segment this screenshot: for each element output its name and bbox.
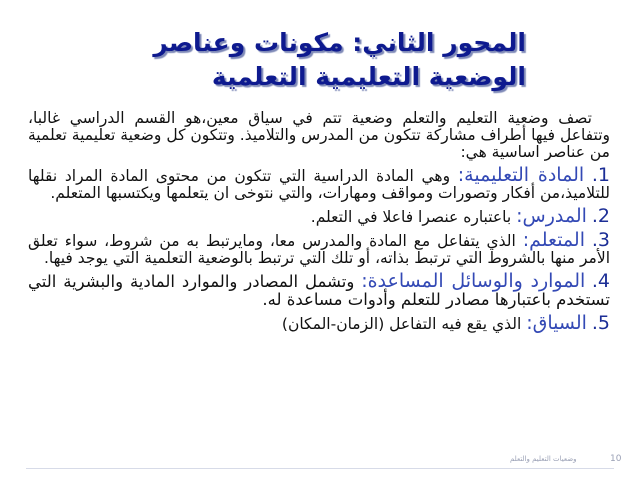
list-item-3 <box>28 229 610 267</box>
list-item-5 <box>28 312 610 334</box>
page-number: 10 <box>610 454 622 464</box>
item-text: الذي يتفاعل مع المادة والمدرس معا، ومايرتبط به من شروط، سواء تعلق الأمر منها بالشروط التي ترتبط بذاته، أو تلك التي ترتبط بالوضعية التعلمية التي يوجد فيها. <box>28 232 610 267</box>
list-item-2 <box>28 205 610 227</box>
item-text: وهي المادة الدراسية التي تتكون من محتوى المادة المراد نقلها للتلاميذ،من أفكار وتصورات ومواقف ومهارات، والتي نتوخى ان يتعلمها ويكتسبها المتعلم. <box>28 167 610 202</box>
footer-label: وضعيات التعليم والتعلم <box>510 455 577 463</box>
item-term: الموارد والوسائل المساعدة: <box>361 270 586 292</box>
item-term: المتعلم: <box>522 229 585 251</box>
list-item-4 <box>28 270 610 309</box>
item-text: باعتباره عنصرا فاعلا في التعلم. <box>310 208 517 226</box>
item-number: 1. <box>591 164 610 186</box>
item-number: 3. <box>591 229 610 251</box>
intro-paragraph: تصف وضعية التعليم والتعلم وضعية تتم في سياق معين،هو القسم الدراسي غالبا، وتتفاعل فيها أطراف مشاركة تتكون من المدرس والتلاميذ. وتتكون كل وضعية تعليمية تعلمية من عناصر اساسية هي: <box>28 109 610 161</box>
footer-divider <box>26 468 614 469</box>
item-number: 5. <box>591 312 610 334</box>
item-term: المادة التعليمية: <box>457 164 585 186</box>
item-number: 2. <box>591 205 610 227</box>
list-item-1 <box>28 164 610 202</box>
item-number: 4. <box>591 270 610 292</box>
item-term: المدرس: <box>516 205 587 227</box>
item-text: الذي يقع فيه التفاعل (الزمان-المكان) <box>281 315 527 333</box>
item-term: السياق: <box>526 312 587 334</box>
item-text: وتشمل المصادر والموارد المادية والبشرية التي تستخدم باعتبارها مصادر للتعلم وأدوات مساعدة له. <box>28 272 610 309</box>
slide-title: المحور الثاني: مكونات وعناصر الوضعية التعليمية التعلمية <box>153 28 526 91</box>
slide-content <box>28 110 610 339</box>
